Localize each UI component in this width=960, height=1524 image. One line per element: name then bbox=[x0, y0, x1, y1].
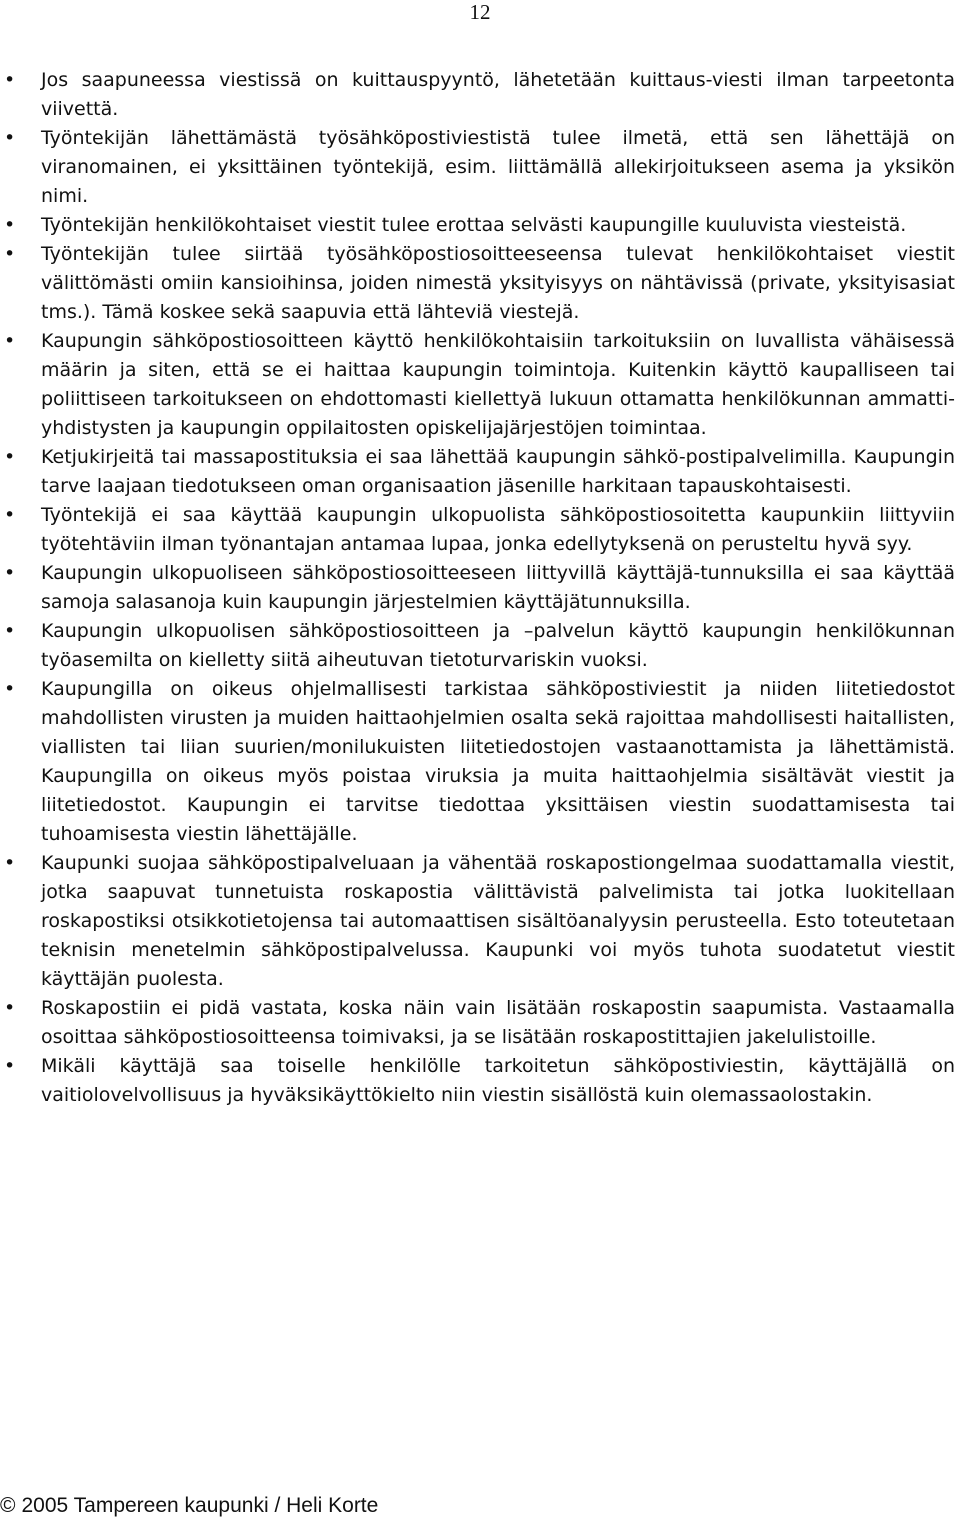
list-item-text: Työntekijän henkilökohtaiset viestit tulee erottaa selvästi kaupungille kuuluvista viesteistä. bbox=[41, 214, 907, 236]
bullet-icon: • bbox=[4, 69, 16, 91]
bullet-list bbox=[0, 66, 960, 1110]
list-item-text: Kaupungin ulkopuolisen sähköpostiosoitteen ja –palvelun käyttö kaupungin henkilökunnan työasemilta on kielletty siitä aiheutuvan tietoturvariskin vuoksi. bbox=[41, 620, 955, 671]
list-item bbox=[0, 124, 960, 211]
list-item-text: Kaupunki suojaa sähköpostipalveluaan ja vähentää roskapostiongelmaa suodattamalla viestit, jotka saapuvat tunnetuista roskapostia välittävistä palvelimista tai jotka luokitellaan roskapostiksi otsikkotietojensa tai automaattisen sisältöanalyysin perusteella. Esto toteutetaan teknisin menetelmin sähköpostipalvelussa. Kaupunki voi myös tuhota suodatetut viestit käyttäjän puolesta. bbox=[41, 852, 955, 990]
bullet-icon: • bbox=[4, 1055, 16, 1077]
list-item bbox=[0, 849, 960, 994]
list-item bbox=[0, 240, 960, 327]
bullet-icon: • bbox=[4, 446, 16, 468]
list-item bbox=[0, 559, 960, 617]
copyright-icon: © bbox=[0, 1494, 16, 1517]
bullet-icon: • bbox=[4, 562, 16, 584]
bullet-icon: • bbox=[4, 620, 16, 642]
bullet-icon: • bbox=[4, 330, 16, 352]
list-item bbox=[0, 1052, 960, 1110]
bullet-icon: • bbox=[4, 243, 16, 265]
list-item bbox=[0, 327, 960, 443]
list-item-text: Roskapostiin ei pidä vastata, koska näin vain lisätään roskapostin saapumista. Vastaamalla osoittaa sähköpostiosoitteensa toimivaksi, ja se lisätään roskapostittajien jakelulistoille. bbox=[41, 997, 955, 1048]
bullet-icon: • bbox=[4, 504, 16, 526]
list-item-text: Työntekijän tulee siirtää työsähköpostiosoitteeseensa tulevat henkilökohtaiset viestit välittömästi omiin kansioihinsa, joiden nimestä yksityisyys on nähtävissä (private, yksityisasiat tms.). Tämä koskee sekä saapuvia että lähteviä viestejä. bbox=[41, 243, 955, 323]
list-item-text: Työntekijä ei saa käyttää kaupungin ulkopuolista sähköpostiosoitetta kaupunkiin liittyviin työtehtäviin ilman työnantajan antamaa lupaa, jonka edellytyksenä on perusteltu hyvä syy. bbox=[41, 504, 955, 555]
footer bbox=[0, 1493, 378, 1519]
bullet-icon: • bbox=[4, 214, 16, 236]
list-item-text: Jos saapuneessa viestissä on kuittauspyyntö, lähetetään kuittaus-viesti ilman tarpeetonta viivettä. bbox=[41, 69, 955, 120]
list-item bbox=[0, 617, 960, 675]
bullet-icon: • bbox=[4, 852, 16, 874]
list-item-text: Mikäli käyttäjä saa toiselle henkilölle tarkoitetun sähköpostiviestin, käyttäjällä on vaitiolovelvollisuus ja hyväksikäyttökielto niin viestin sisällöstä kuin olemassaolostakin. bbox=[41, 1055, 955, 1106]
list-item-text: Ketjukirjeitä tai massapostituksia ei saa lähettää kaupungin sähkö-postipalvelimilla. Kaupungin tarve laajaan tiedotukseen oman organisaation jäsenille harkitaan tapauskohtaisesti. bbox=[41, 446, 955, 497]
list-item bbox=[0, 675, 960, 849]
bullet-icon: • bbox=[4, 127, 16, 149]
bullet-icon: • bbox=[4, 678, 16, 700]
list-item bbox=[0, 994, 960, 1052]
list-item-text: Työntekijän lähettämästä työsähköpostiviestistä tulee ilmetä, että sen lähettäjä on viranomainen, ei yksittäinen työntekijä, esim. liittämällä allekirjoitukseen asema ja yksikön nimi. bbox=[41, 127, 955, 207]
list-item bbox=[0, 211, 960, 240]
list-item bbox=[0, 501, 960, 559]
list-item bbox=[0, 443, 960, 501]
list-item-text: Kaupungilla on oikeus ohjelmallisesti tarkistaa sähköpostiviestit ja niiden liitetiedostot mahdollisten virusten ja muiden haittaohjelmien osalta sekä rajoittaa mahdollisesti haitallisten, viallisten tai liian suurien/monilukuisten liitetiedostojen vastaanottamista ja lähettämistä. Kaupungilla on oikeus myös poistaa viruksia ja muita haittaohjelmia sisältävät viestit ja liitetiedostot. Kaupungin ei tarvitse tiedottaa yksittäisen viestin suodattamisesta tai tuhoamisesta viestin lähettäjälle. bbox=[41, 678, 955, 845]
list-item bbox=[0, 66, 960, 124]
list-item-text: Kaupungin sähköpostiosoitteen käyttö henkilökohtaisiin tarkoituksiin on luvallista vähäisessä määrin ja siten, että se ei haittaa kaupungin toimintoja. Kuitenkin käyttö kaupalliseen tai poliittiseen tarkoitukseen on ehdottomasti kiellettyä lukuun ottamatta henkilökunnan ammatti-yhdistysten ja kaupungin oppilaitosten opiskelijajärjestöjen toimintaa. bbox=[41, 330, 955, 439]
page-number: 12 bbox=[469, 0, 491, 24]
bullet-icon: • bbox=[4, 997, 16, 1019]
footer-text: 2005 Tampereen kaupunki / Heli Korte bbox=[21, 1494, 379, 1517]
list-item-text: Kaupungin ulkopuoliseen sähköpostiosoitteeseen liittyvillä käyttäjä-tunnuksilla ei saa käyttää samoja salasanoja kuin kaupungin järjestelmien käyttäjätunnuksilla. bbox=[41, 562, 955, 613]
